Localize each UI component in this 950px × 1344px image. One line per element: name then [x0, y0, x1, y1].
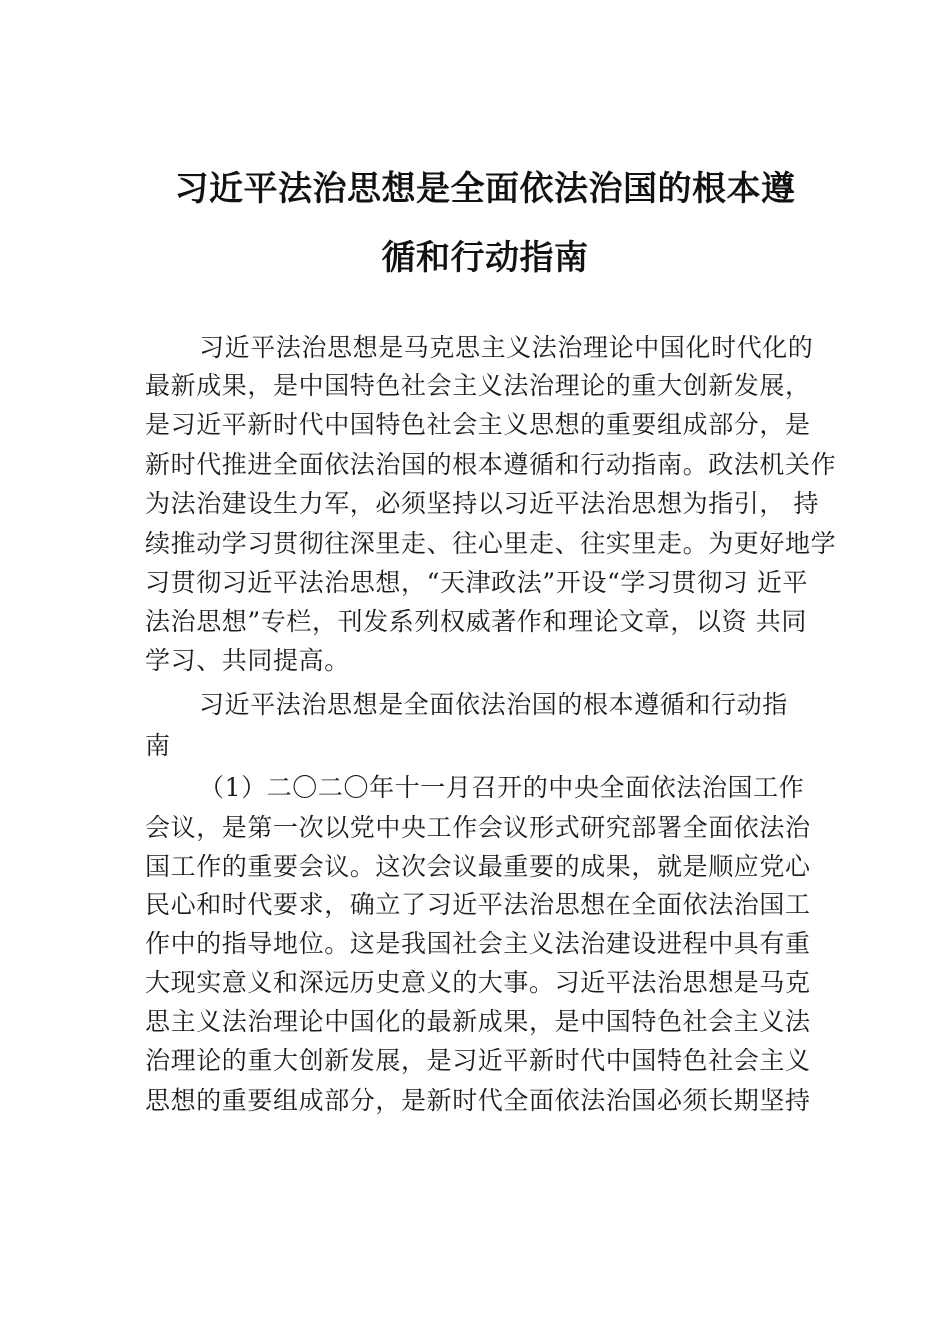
body-line: （1）二〇二〇年十一月召开的中央全面依法治国工作: [199, 773, 805, 802]
body-line: 最新成果，是中国特色社会主义法治理论的重大创新发展，: [145, 371, 811, 400]
body-line: 治理论的重大创新发展，是习近平新时代中国特色社会主义: [145, 1046, 811, 1075]
body-line: 思想的重要组成部分，是新时代全面依法治国必须长期坚持: [145, 1086, 811, 1115]
body-line: 习贯彻习近平法治思想，“天津政法”开设“学习贯彻习 近平: [145, 568, 809, 597]
section-heading-line: 南: [145, 731, 171, 760]
document-title-line-1: 习近平法治思想是全面依法治国的根本遵: [174, 169, 796, 209]
document-title-line-2: 循和行动指南: [381, 238, 589, 278]
body-line: 作中的指导地位。这是我国社会主义法治建设进程中具有重: [145, 929, 811, 958]
body-line: 国工作的重要会议。这次会议最重要的成果，就是顺应党心: [145, 852, 811, 881]
body-line: 续推动学习贯彻往深里走、往心里走、往实里走。为更好地学: [145, 529, 837, 558]
body-line: 新时代推进全面依法治国的根本遵循和行动指南。政法机关作: [145, 450, 837, 479]
body-line: 思主义法治理论中国化的最新成果，是中国特色社会主义法: [145, 1007, 811, 1036]
body-line: 会议，是第一次以党中央工作会议形式研究部署全面依法治: [145, 813, 811, 842]
section-heading-line: 习近平法治思想是全面依法治国的根本遵循和行动指: [199, 690, 788, 719]
body-line: 习近平法治思想是马克思主义法治理论中国化时代化的: [199, 333, 814, 362]
body-line: 大现实意义和深远历史意义的大事。习近平法治思想是马克: [145, 968, 811, 997]
body-line: 是习近平新时代中国特色社会主义思想的重要组成部分，是: [145, 410, 811, 439]
body-line: 学习、共同提高。: [145, 646, 350, 675]
body-line: 为法治建设生力军，必须坚持以习近平法治思想为指引， 持: [145, 489, 820, 518]
body-line: 民心和时代要求，确立了习近平法治思想在全面依法治国工: [145, 890, 811, 919]
body-line: 法治思想”专栏，刊发系列权威著作和理论文章，以资 共同: [145, 607, 807, 636]
